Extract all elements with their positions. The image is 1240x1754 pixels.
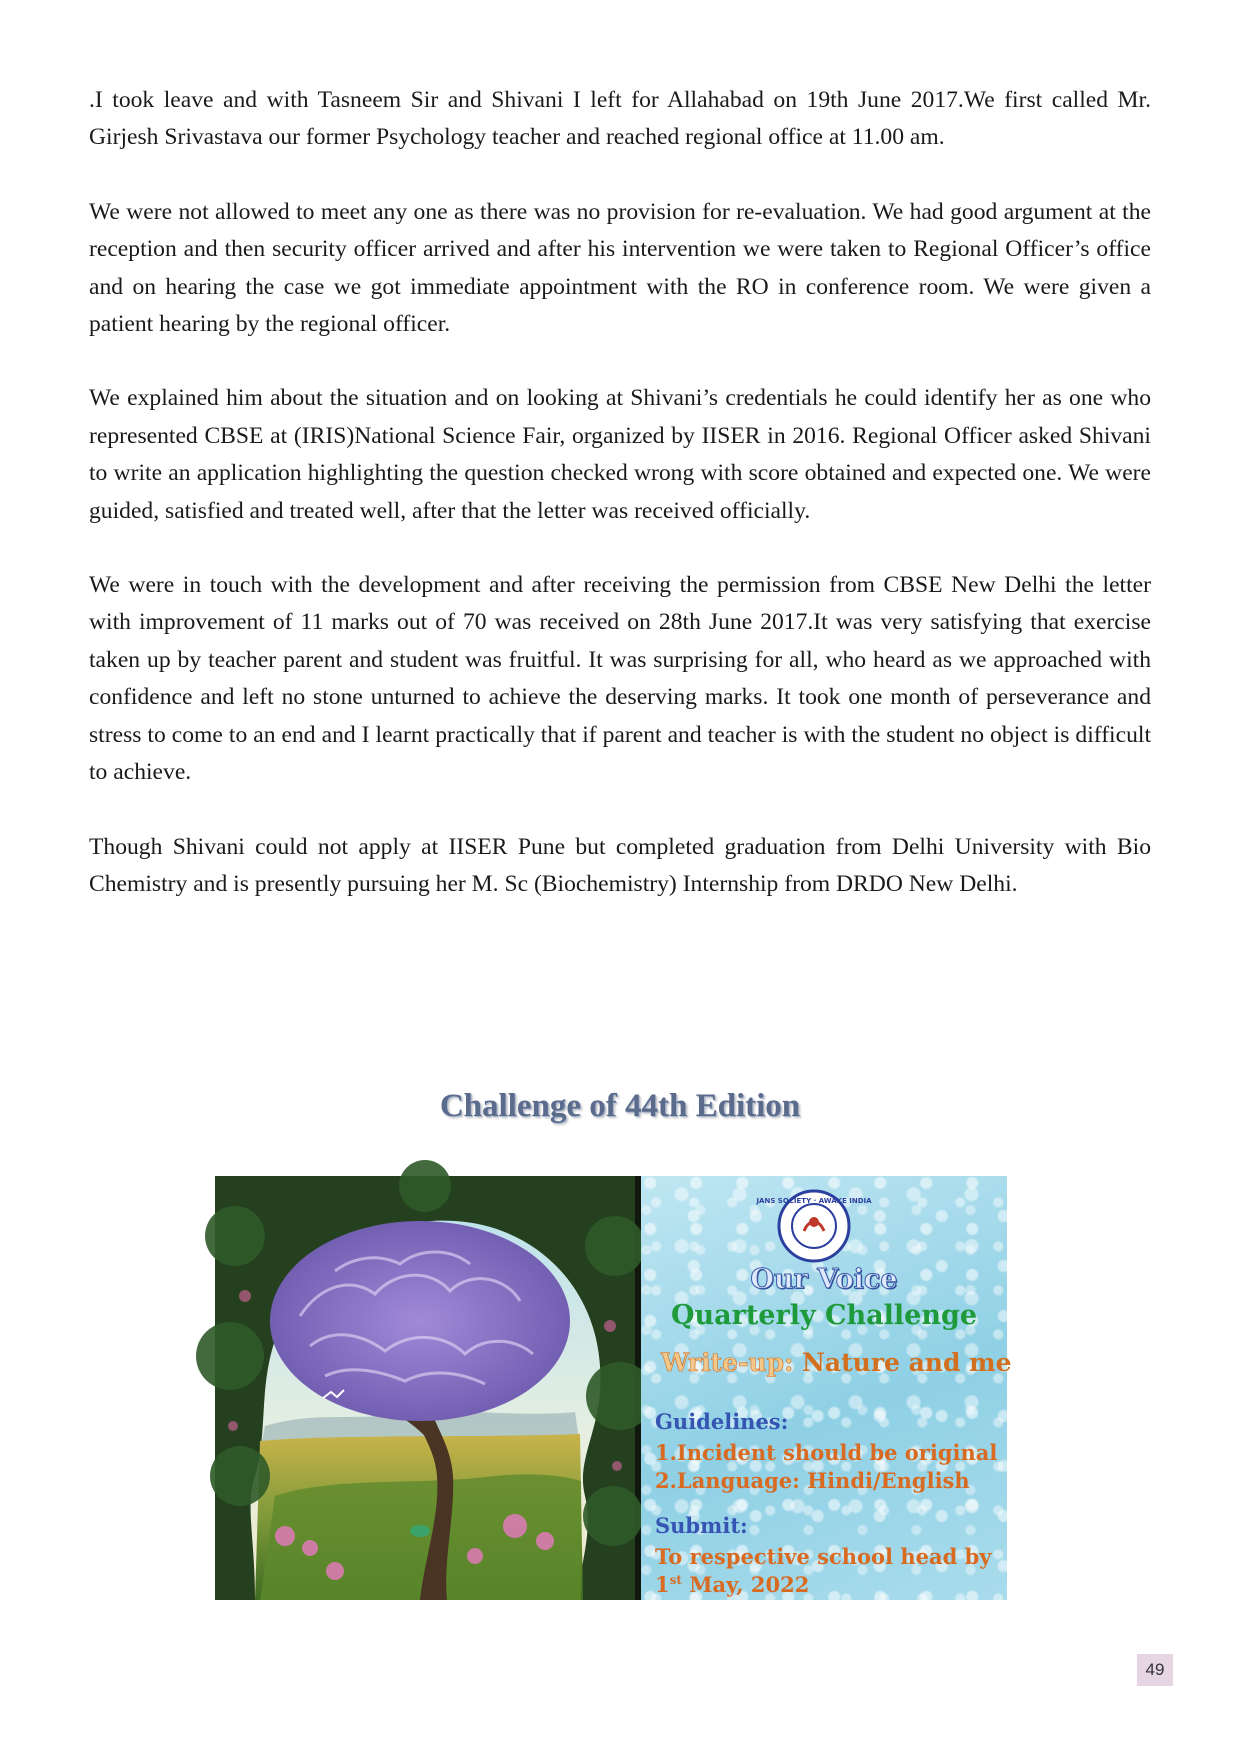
paragraph: Though Shivani could not apply at IISER Pune but completed graduation from Delhi University with Bio Chemistry and is presently pursuing her M. Sc (Biochemistry) Internship from DRDO New Delhi. xyxy=(89,833,1151,897)
writeup-topic xyxy=(661,1348,1012,1377)
submit-label: Submit: xyxy=(655,1513,748,1538)
society-logo xyxy=(756,1189,872,1263)
deadline-day: 1 xyxy=(655,1572,670,1597)
writeup-value: Nature and me xyxy=(793,1348,1012,1377)
challenge-card xyxy=(641,1176,1012,1600)
paragraph: We were not allowed to meet any one as there was no provision for re-evaluation. We had good argument at the reception and then security officer arrived and after his intervention we were taken to Regional Officer’s office and on hearing the case we got immediate appointment with the RO in conference room. We were given a patient hearing by the regional officer. xyxy=(89,198,1151,338)
logo-text: JANS SOCIETY · AWAKE INDIA xyxy=(756,1197,872,1205)
challenge-poster xyxy=(215,1176,1012,1600)
quarterly-challenge-heading: Quarterly Challenge xyxy=(670,1300,978,1331)
article-body xyxy=(89,82,1151,940)
paragraph: We explained him about the situation and on looking at Shivani’s credentials he could identify her as one who represented CBSE at (IRIS)National Science Fair, organized by IISER in 2016. Regional Officer asked Shivani to write an application highlighting the question checked wrong with score obtained and expected one. We were guided, satisfied and treated well, after that the letter was received officially. xyxy=(89,385,1151,524)
paragraph: We were in touch with the development and after receiving the permission from CBSE New Delhi the letter with improvement of 11 marks out of 70 was received on 28th June 2017.It was very satisfying that exercise taken up by teacher parent and student was fruitful. It was surprising for all, who heard as we approached with confidence and left no stone unturned to achieve the deserving marks. It took one month of perseverance and stress to come to an end and I learnt practically that if parent and teacher is with the student no object is difficult to achieve. xyxy=(89,572,1151,786)
submit-instruction: To respective school head by xyxy=(655,1544,992,1569)
submit-deadline xyxy=(655,1572,809,1597)
paragraph: .I took leave and with Tasneem Sir and Shivani I left for Allahabad on 19th June 2017.We first called Mr. Girjesh Srivastava our former Psychology teacher and reached regional office at 11.00 am. xyxy=(89,87,1151,151)
deadline-rest: May, 2022 xyxy=(681,1572,810,1597)
guideline-item: 1.Incident should be original xyxy=(655,1440,998,1465)
section-title: Challenge of 44th Edition xyxy=(439,1088,801,1124)
deadline-suffix: st xyxy=(669,1573,682,1587)
nature-brain-tree-image xyxy=(215,1176,635,1600)
writeup-label: Write-up: xyxy=(661,1348,794,1377)
guidelines-label: Guidelines: xyxy=(655,1409,789,1434)
our-voice-heading: Our Voice xyxy=(750,1264,898,1295)
guideline-item: 2.Language: Hindi/English xyxy=(655,1468,970,1493)
page-number: 49 xyxy=(1137,1654,1173,1686)
